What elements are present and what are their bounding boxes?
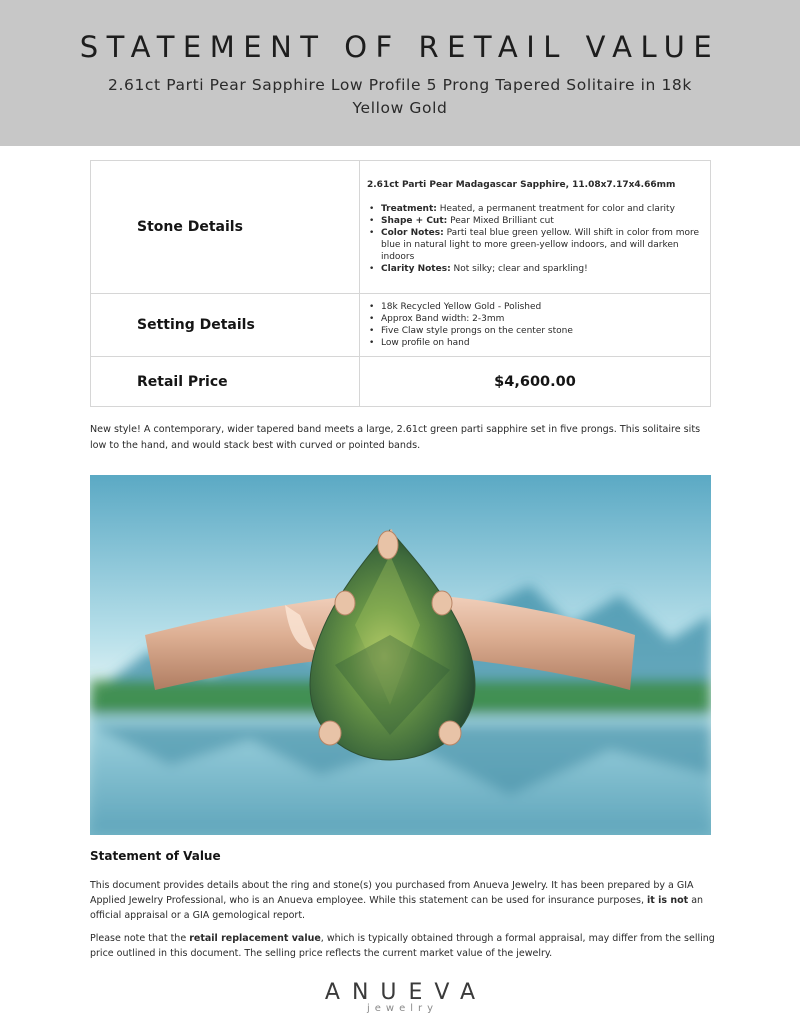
- retail-price-value: $4,600.00: [360, 357, 711, 407]
- stone-details-row: [91, 161, 711, 294]
- details-table: [90, 160, 711, 407]
- stone-details-list: [367, 203, 702, 275]
- retail-price-row: [91, 357, 711, 407]
- setting-details-row: [91, 294, 711, 357]
- setting-details-label: Setting Details: [91, 294, 360, 357]
- ring-photo: [90, 475, 711, 835]
- header-banner: [0, 0, 800, 146]
- anueva-logo: [0, 980, 800, 1014]
- statement-paragraph-2: Please note that the retail replacement value, which is typically obtained through a formal appraisal, may differ from the selling price outlined in this document. The selling price reflects the current market value of the jewelry.: [90, 933, 715, 959]
- setting-details-list: [367, 301, 702, 349]
- document-subtitle: 2.61ct Parti Pear Sapphire Low Profile 5 Prong Tapered Solitaire in 18k Yellow Gold: [108, 76, 692, 117]
- logo-subtext: jewelry: [366, 1003, 439, 1014]
- product-description: New style! A contemporary, wider tapered band meets a large, 2.61ct green parti sapphire set in five prongs. This solitaire sits low to the hand, and would stack best with curved or pointed bands.: [90, 424, 701, 451]
- retail-price-label: Retail Price: [91, 357, 360, 407]
- stone-details-label: Stone Details: [91, 161, 360, 294]
- list-item: • Five Claw style prongs on the center stone: [367, 325, 702, 337]
- setting-details-info: [360, 294, 711, 357]
- document-title: STATEMENT OF RETAIL VALUE: [79, 30, 721, 64]
- list-item: • 18k Recycled Yellow Gold - Polished: [367, 301, 702, 313]
- statement-paragraph-1: This document provides details about the ring and stone(s) you purchased from Anueva Jewelry. It has been prepared by a GIA Applied Jewelry Professional, who is an Anueva employee. While this statement can be used for insurance purposes, it is not an official appraisal or a GIA gemological report.: [90, 880, 704, 921]
- logo-wordmark: ANUEVA: [324, 980, 488, 1005]
- ring-image: [90, 475, 711, 835]
- stone-details-info: [360, 161, 711, 294]
- statement-of-value-heading: Statement of Value: [90, 849, 221, 863]
- list-item: • Color Notes: Parti teal blue green yellow. Will shift in color from more blue in natural light to more green-yellow indoors, and will darken indoors: [367, 227, 702, 263]
- stone-heading: 2.61ct Parti Pear Madagascar Sapphire, 11.08x7.17x4.66mm: [367, 180, 676, 190]
- list-item: • Low profile on hand: [367, 337, 702, 349]
- list-item: • Treatment: Heated, a permanent treatment for color and clarity: [367, 203, 702, 215]
- list-item: • Approx Band width: 2-3mm: [367, 313, 702, 325]
- list-item: • Shape + Cut: Pear Mixed Brilliant cut: [367, 215, 702, 227]
- list-item: • Clarity Notes: Not silky; clear and sparkling!: [367, 263, 702, 275]
